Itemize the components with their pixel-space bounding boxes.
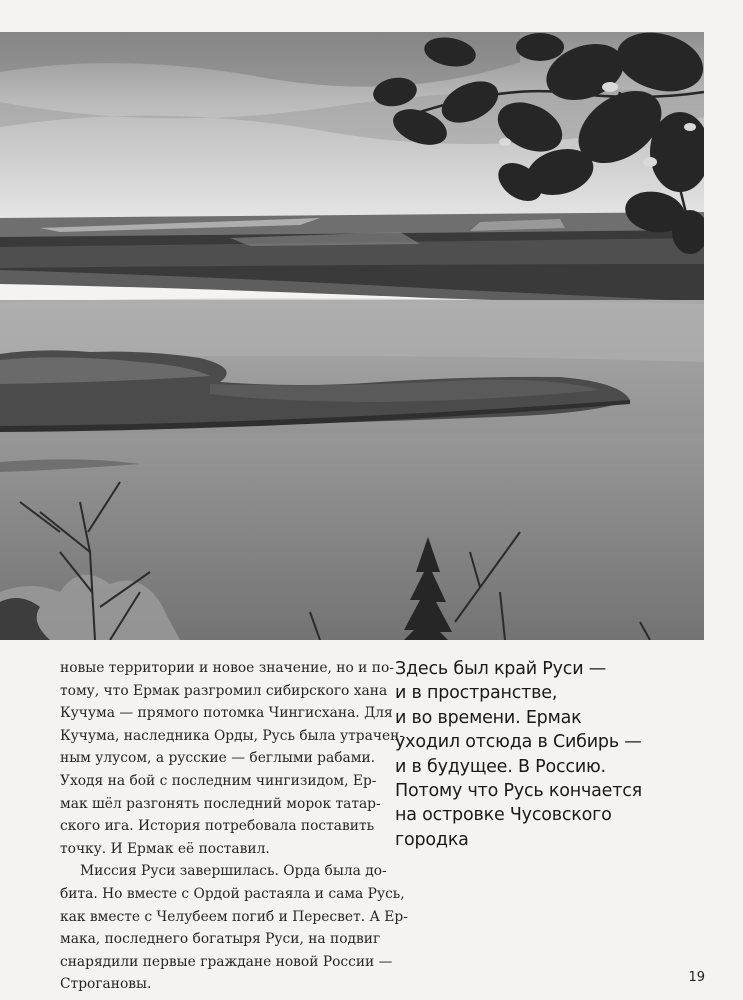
quote-line: Потому что Русь кончается [395, 781, 642, 802]
quote-line: и в пространстве, [395, 683, 558, 704]
quote-line: уходил отсюда в Сибирь — [395, 732, 642, 753]
quote-line: Здесь был край Руси — [395, 659, 607, 679]
text-line: Строгановы. [60, 976, 152, 993]
text-line: мак шёл разгонять последний морок татар- [60, 795, 381, 812]
text-line: как вместе с Челубеем погиб и Пересвет. А Ер- [60, 908, 408, 925]
text-line: ского ига. История потребовала поставить [60, 818, 375, 835]
text-line: Миссия Руси завершилась. Орда была до- [80, 863, 387, 880]
text-line: Уходя на бой с последним чингизидом, Ер- [60, 772, 377, 789]
text-line: ным улусом, а русские — беглыми рабами. [60, 750, 376, 767]
body-text [60, 657, 408, 996]
quote-line: и в будущее. В Россию. [395, 756, 606, 777]
text-line: мака, последнего богатыря Руси, на подвиг [60, 931, 381, 948]
pull-quote [395, 657, 670, 852]
quote-line: на островке Чусовского [395, 805, 612, 826]
quote-line: городка [395, 829, 469, 850]
landscape-photo-drawing [0, 32, 704, 640]
landscape-photo [0, 32, 704, 640]
quote-line: и во времени. Ермак [395, 707, 582, 728]
paragraph-1 [60, 657, 404, 860]
text-line: Кучума, наследника Орды, Русь была утрачен- [60, 727, 404, 744]
text-line: тому, что Ермак разгромил сибирского хана [60, 682, 388, 699]
paragraph-2 [60, 860, 408, 996]
text-line: точку. И Ермак её поставил. [60, 840, 270, 857]
text-line: бита. Но вместе с Ордой растаяла и сама Русь, [60, 885, 405, 902]
text-line: снарядили первые граждане новой России — [60, 953, 393, 970]
text-line: Кучума — прямого потомка Чингисхана. Для [60, 705, 393, 722]
page-number: 19 [688, 970, 705, 985]
text-line: новые территории и новое значение, но и по- [60, 660, 394, 676]
